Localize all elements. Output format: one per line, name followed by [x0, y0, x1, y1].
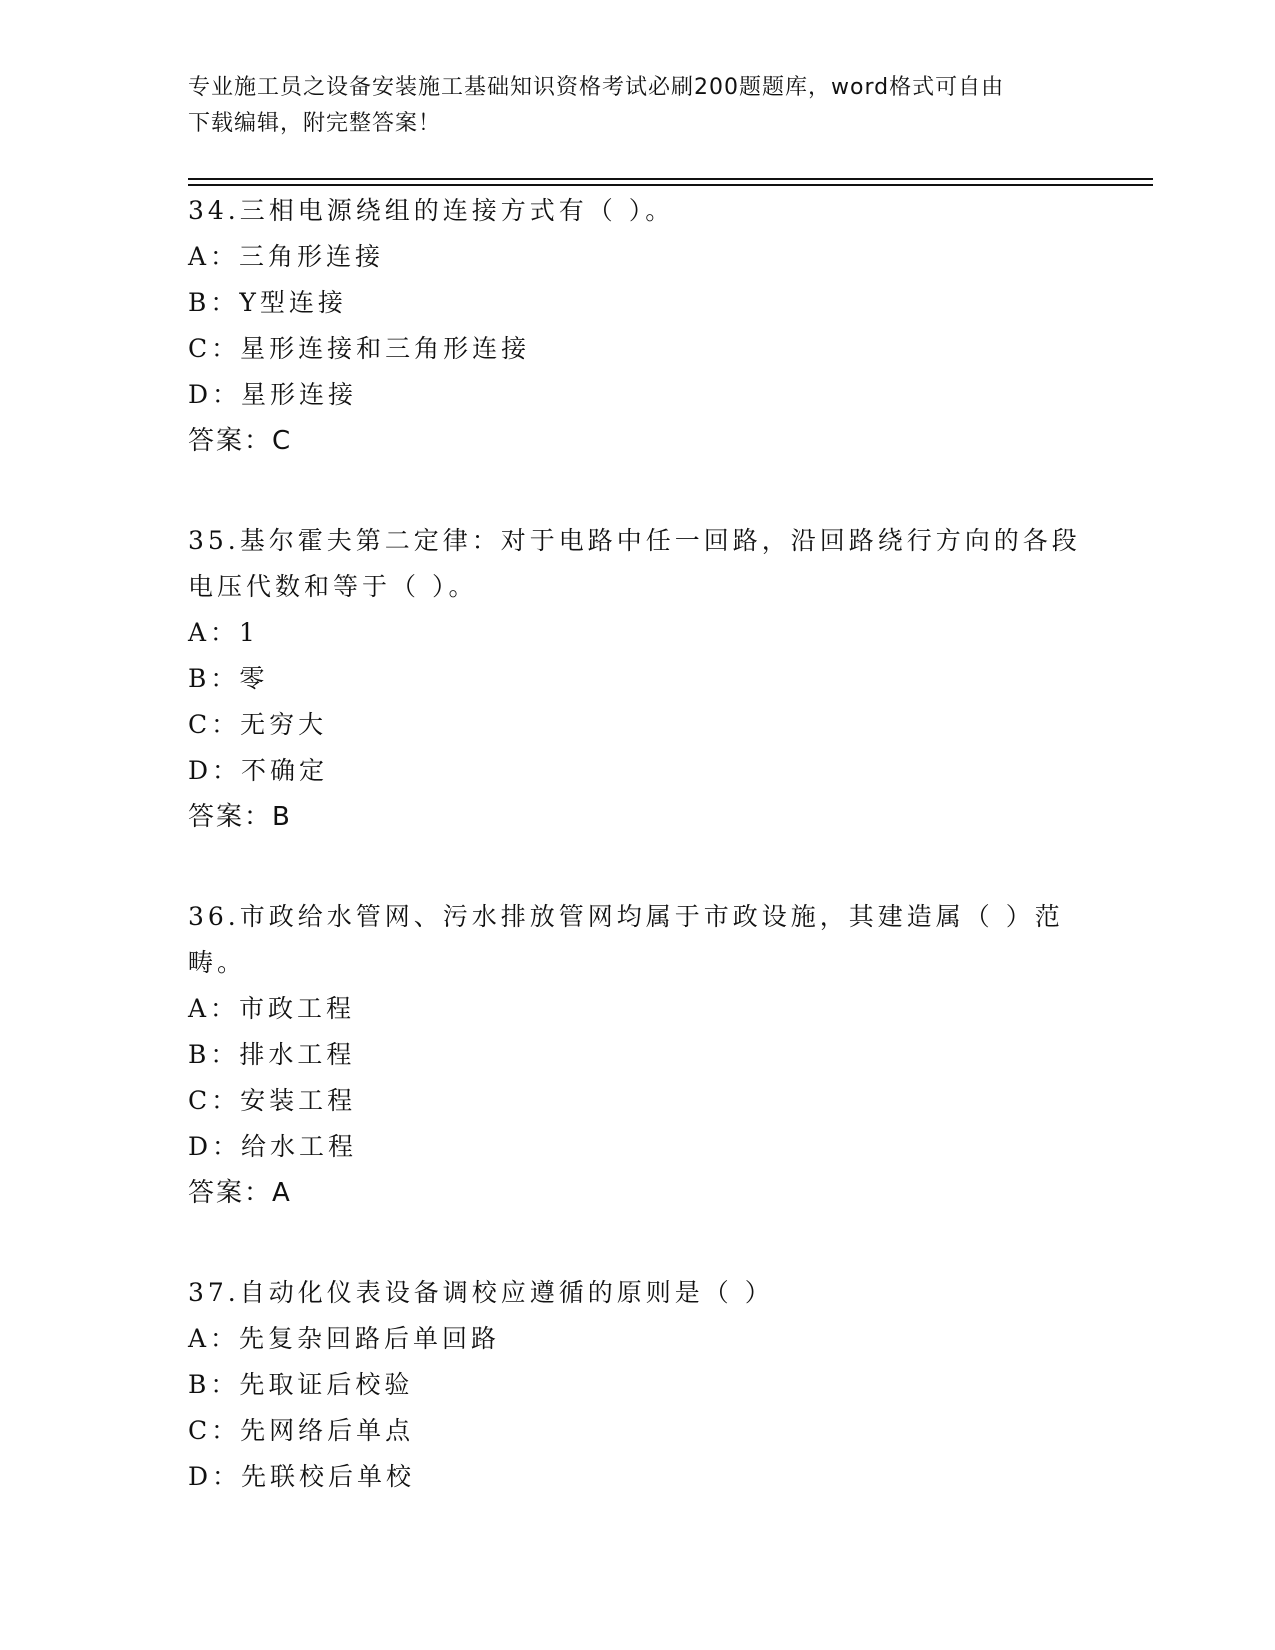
option-b: B：零	[188, 664, 269, 693]
question-stem	[188, 188, 1088, 234]
header-line-2: 下载编辑，附完整答案！	[188, 111, 442, 136]
option-b: B：排水工程	[188, 1040, 356, 1069]
option-d: D：先联校后单校	[188, 1462, 416, 1491]
question-36	[188, 894, 1088, 1216]
question-stem	[188, 1270, 1088, 1316]
question-35	[188, 518, 1088, 840]
option-b: B：Y型连接	[188, 288, 347, 317]
question-stem-line: 37.自动化仪表设备调校应遵循的原则是（ ）	[188, 1278, 774, 1307]
option-a: A：市政工程	[188, 994, 356, 1023]
option-d: D：给水工程	[188, 1132, 358, 1161]
question-37	[188, 1270, 1088, 1500]
answer-key: 答案：A	[188, 1178, 292, 1208]
option-a: A：三角形连接	[188, 242, 385, 271]
question-stem-line: 36.市政给水管网、污水排放管网均属于市政设施，其建造属（ ）范	[188, 902, 1064, 931]
question-34	[188, 188, 1088, 464]
option-d: D：不确定	[188, 756, 329, 785]
header-line-1: 专业施工员之设备安装施工基础知识资格考试必刷200题题库，word格式可自由	[188, 75, 1005, 100]
option-c: C：星形连接和三角形连接	[188, 334, 531, 363]
question-stem	[188, 894, 1088, 986]
question-stem-line: 畴。	[188, 948, 247, 977]
option-c: C：无穷大	[188, 710, 328, 739]
option-b: B：先取证后校验	[188, 1370, 414, 1399]
option-c: C：先网络后单点	[188, 1416, 415, 1445]
answer-key: 答案：B	[188, 802, 292, 832]
question-stem-line: 35.基尔霍夫第二定律：对于电路中任一回路，沿回路绕行方向的各段	[188, 526, 1081, 555]
option-c: C：安装工程	[188, 1086, 357, 1115]
option-a: A：1	[188, 618, 259, 647]
question-stem	[188, 518, 1088, 610]
question-stem-line: 34.三相电源绕组的连接方式有（ ）。	[188, 196, 675, 225]
header-divider-bottom	[188, 184, 1153, 186]
question-stem-line: 电压代数和等于（ ）。	[188, 572, 478, 601]
question-list	[188, 188, 1088, 1554]
header-divider-top	[188, 178, 1153, 180]
option-d: D：星形连接	[188, 380, 358, 409]
document-header	[188, 70, 1068, 142]
option-a: A：先复杂回路后单回路	[188, 1324, 501, 1353]
answer-key: 答案：C	[188, 426, 293, 456]
